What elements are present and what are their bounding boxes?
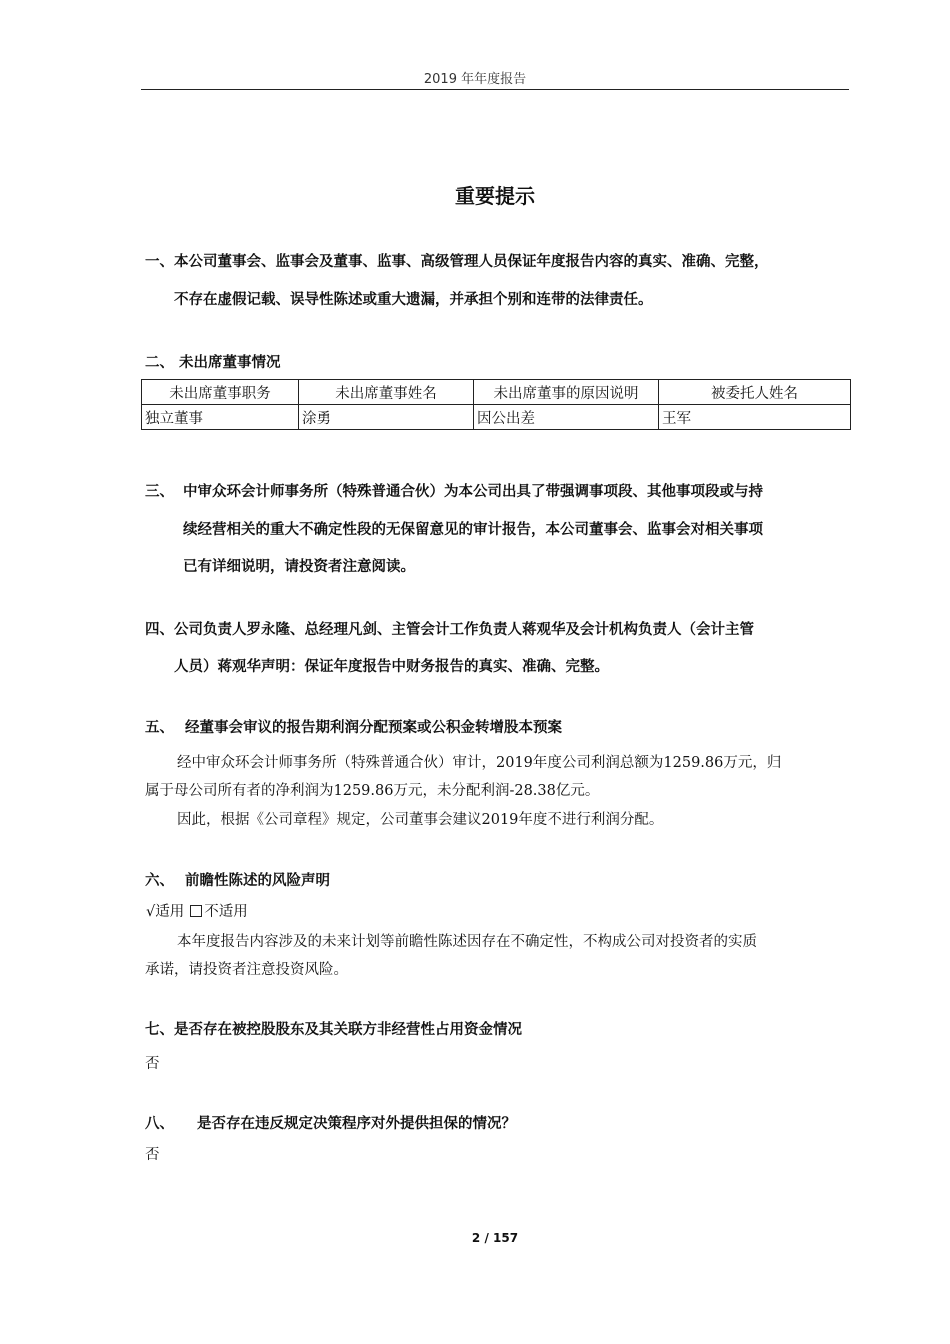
- section-5-heading: [145, 716, 855, 737]
- table-cell: 王军: [659, 405, 851, 430]
- section-7-heading: 七、是否存在被控股股东及其关联方非经营性占用资金情况: [145, 1022, 522, 1038]
- unchecked-box-icon: [190, 905, 202, 917]
- section-5-title: 经董事会审议的报告期利润分配预案或公积金转增股本预案: [185, 720, 562, 736]
- section-5-para-1-line-2: 属于母公司所有者的净利润为1259.86万元，未分配利润-28.38亿元。: [145, 783, 600, 799]
- section-1-line-1: 一、本公司董事会、监事会及董事、监事、高级管理人员保证年度报告内容的真实、准确、完整，: [145, 254, 769, 270]
- section-5-number: 五、: [145, 720, 174, 736]
- section-3-text: 中审众环会计师事务所（特殊普通合伙）为本公司出具了带强调事项段、其他事项段或与持: [183, 484, 763, 500]
- running-header: 2019 年年度报告: [423, 72, 527, 87]
- table-cell: 独立董事: [142, 405, 299, 430]
- applicable-option: √适用: [146, 904, 185, 920]
- section-6-number: 六、: [145, 873, 174, 889]
- table-cell: 因公出差: [474, 405, 659, 430]
- section-8-heading: [145, 1112, 855, 1133]
- section-4-line-1: 四、公司负责人罗永隆、总经理凡剑、主管会计工作负责人蒋观华及会计机构负责人（会计主管: [145, 622, 754, 638]
- section-6-para-line-1: 本年度报告内容涉及的未来计划等前瞻性陈述因存在不确定性，不构成公司对投资者的实质: [177, 934, 757, 950]
- table-header-cell: 未出席董事姓名: [299, 380, 474, 405]
- section-2-heading: 二、 未出席董事情况: [145, 355, 281, 371]
- section-7-answer: 否: [145, 1056, 160, 1072]
- page-number: 2 / 157: [471, 1231, 519, 1245]
- table-header-cell: 未出席董事职务: [142, 380, 299, 405]
- section-3-line-3: 已有详细说明，请投资者注意阅读。: [183, 559, 415, 575]
- section-8-number: 八、: [145, 1116, 174, 1132]
- table-row: [142, 405, 851, 430]
- table-header-row: [142, 380, 851, 405]
- table-header-cell: 被委托人姓名: [659, 380, 851, 405]
- applicability-options: [146, 900, 856, 921]
- section-3-line-1: [145, 480, 855, 501]
- section-8-answer: 否: [145, 1147, 160, 1163]
- section-5-para-1-line-1: 经中审众环会计师事务所（特殊普通合伙）审计，2019年度公司利润总额为1259.86万元，归: [177, 755, 782, 771]
- header-divider: [141, 89, 849, 90]
- section-5-para-2: 因此，根据《公司章程》规定，公司董事会建议2019年度不进行利润分配。: [177, 812, 664, 828]
- section-6-title: 前瞻性陈述的风险声明: [185, 873, 330, 889]
- section-6-para-line-2: 承诺，请投资者注意投资风险。: [145, 962, 348, 978]
- section-3-number: 三、: [145, 484, 174, 500]
- section-3-line-2: 续经营相关的重大不确定性段的无保留意见的审计报告，本公司董事会、监事会对相关事项: [183, 522, 763, 538]
- not-applicable-option: 不适用: [204, 904, 248, 920]
- absent-directors-table: [141, 379, 851, 430]
- section-1-line-2: 不存在虚假记载、误导性陈述或重大遗漏，并承担个别和连带的法律责任。: [174, 292, 653, 308]
- section-4-line-2: 人员）蒋观华声明：保证年度报告中财务报告的真实、准确、完整。: [174, 659, 609, 675]
- section-8-title: 是否存在违反规定决策程序对外提供担保的情况？: [197, 1116, 516, 1132]
- table-cell: 涂勇: [299, 405, 474, 430]
- page-title: 重要提示: [455, 184, 535, 208]
- table-header-cell: 未出席董事的原因说明: [474, 380, 659, 405]
- section-6-heading: [145, 869, 855, 890]
